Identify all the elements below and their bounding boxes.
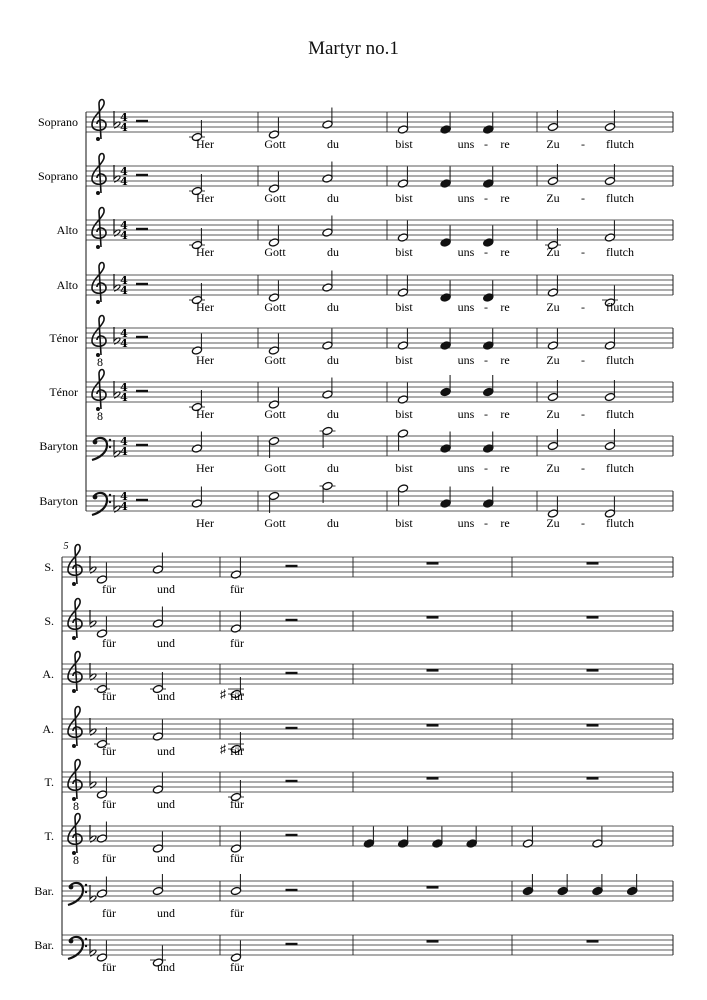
lyric-syllable: flutch: [606, 245, 634, 259]
lyric-syllable: bist: [395, 516, 413, 530]
treble-clef-icon: [92, 208, 106, 250]
bass-clef-dot: [85, 945, 87, 947]
lyric-syllable: für: [102, 582, 116, 596]
half-rest: [286, 780, 298, 782]
whole-rest: [587, 562, 599, 565]
treble-clef-icon: [68, 545, 82, 587]
time-sig-numerator: 4: [120, 327, 128, 340]
treble-clef-icon: [68, 760, 82, 802]
half-rest: [286, 619, 298, 621]
lyric-syllable: -: [581, 191, 585, 205]
lyric-syllable: uns: [457, 137, 475, 151]
half-rest: [136, 283, 148, 285]
lyric-syllable: re: [500, 245, 510, 259]
lyric-syllable: -: [484, 407, 488, 421]
lyric-syllable: -: [581, 407, 585, 421]
lyric-syllable: flutch: [606, 353, 634, 367]
lyric-syllable: -: [581, 137, 585, 151]
treble-clef-stroke: [92, 263, 106, 303]
octave-8-mark: 8: [97, 355, 103, 369]
time-sig-denominator: 4: [120, 229, 128, 242]
whole-rest: [427, 724, 439, 727]
treble-clef-stroke: [68, 760, 82, 800]
lyric-syllable: Gott: [264, 516, 286, 530]
lyric-syllable: -: [581, 245, 585, 259]
octave-8-mark: 8: [73, 799, 79, 813]
treble-clef-icon: [68, 814, 82, 856]
staff-label: S.: [44, 560, 54, 574]
treble-clef-stroke: [68, 814, 82, 854]
lyric-syllable: für: [230, 582, 244, 596]
lyric-syllable: -: [484, 300, 488, 314]
flat-icon: [90, 718, 96, 735]
lyric-syllable: -: [581, 300, 585, 314]
half-rest: [136, 174, 148, 176]
lyric-syllable: -: [484, 353, 488, 367]
lyric-syllable: und: [157, 582, 175, 596]
flat-icon: [90, 939, 96, 956]
time-sig-denominator: 4: [120, 175, 128, 188]
whole-rest: [427, 886, 439, 889]
bass-clef-dot: [109, 494, 111, 496]
half-rest: [286, 565, 298, 567]
lyric-syllable: uns: [457, 461, 475, 475]
time-sig-denominator: 4: [120, 391, 128, 404]
lyric-syllable: bist: [395, 137, 413, 151]
lyric-syllable: für: [230, 906, 244, 920]
treble-clef-stroke: [92, 316, 106, 356]
lyric-syllable: re: [500, 137, 510, 151]
lyric-syllable: -: [484, 461, 488, 475]
time-sig-numerator: 4: [120, 274, 128, 287]
staff-label: Ténor: [49, 331, 78, 345]
flat-icon: [114, 111, 120, 128]
sharp-icon: ♯: [220, 742, 226, 756]
lyric-syllable: Gott: [264, 407, 286, 421]
time-sig-denominator: 4: [120, 337, 128, 350]
time-sig-numerator: 4: [120, 490, 128, 503]
flat-icon: [90, 556, 96, 573]
treble-clef-icon: [92, 100, 106, 142]
lyric-syllable: re: [500, 516, 510, 530]
treble-clef-dot: [96, 245, 100, 249]
lyric-syllable: Gott: [264, 353, 286, 367]
half-rest: [286, 943, 298, 945]
bass-clef-dot: [93, 495, 98, 500]
lyric-syllable: Zu: [546, 353, 560, 367]
half-rest: [136, 228, 148, 230]
lyric-syllable: für: [102, 744, 116, 758]
treble-clef-stroke: [92, 154, 106, 194]
treble-clef-icon: [68, 599, 82, 641]
lyric-syllable: du: [327, 191, 339, 205]
half-rest: [136, 444, 148, 446]
lyric-syllable: re: [500, 300, 510, 314]
flat-icon: [90, 825, 96, 842]
bass-clef-dot: [85, 884, 87, 886]
staff-label: Baryton: [39, 494, 78, 508]
lyric-syllable: Zu: [546, 461, 560, 475]
half-rest: [136, 120, 148, 122]
half-rest: [136, 499, 148, 501]
half-rest: [136, 336, 148, 338]
lyric-syllable: für: [230, 960, 244, 974]
lyric-syllable: und: [157, 689, 175, 703]
whole-rest: [587, 940, 599, 943]
bass-clef-dot: [109, 446, 111, 448]
lyric-syllable: bist: [395, 407, 413, 421]
treble-clef-stroke: [68, 545, 82, 585]
lyric-syllable: re: [500, 191, 510, 205]
lyric-syllable: Gott: [264, 461, 286, 475]
staff-label: Ténor: [49, 385, 78, 399]
staff-label: Alto: [56, 278, 78, 292]
lyric-syllable: -: [484, 245, 488, 259]
lyric-syllable: uns: [457, 353, 475, 367]
treble-clef-dot: [96, 300, 100, 304]
treble-clef-stroke: [68, 599, 82, 639]
flat-icon: [114, 274, 120, 291]
flat-icon: [90, 771, 96, 788]
treble-clef-stroke: [68, 707, 82, 747]
treble-clef-icon: [92, 370, 106, 412]
lyric-syllable: du: [327, 245, 339, 259]
bass-clef-dot: [109, 439, 111, 441]
flat-icon: [114, 219, 120, 236]
lyric-syllable: Her: [196, 300, 214, 314]
lyric-syllable: und: [157, 906, 175, 920]
lyric-syllable: für: [230, 851, 244, 865]
lyric-syllable: -: [581, 516, 585, 530]
lyric-syllable: für: [230, 636, 244, 650]
lyric-syllable: uns: [457, 300, 475, 314]
lyric-syllable: re: [500, 407, 510, 421]
lyric-syllable: Zu: [546, 137, 560, 151]
measure-number: 5: [63, 541, 69, 552]
lyric-syllable: für: [102, 906, 116, 920]
lyric-syllable: für: [230, 744, 244, 758]
time-sig-denominator: 4: [120, 500, 128, 513]
lyric-syllable: und: [157, 744, 175, 758]
lyric-syllable: für: [230, 689, 244, 703]
treble-clef-dot: [72, 744, 76, 748]
time-sig-numerator: 4: [120, 219, 128, 232]
whole-rest: [587, 777, 599, 780]
staff-label: Soprano: [38, 115, 78, 129]
time-sig-numerator: 4: [120, 381, 128, 394]
whole-rest: [427, 777, 439, 780]
bass-clef-dot: [69, 939, 74, 944]
lyric-syllable: uns: [457, 407, 475, 421]
flat-icon: [114, 165, 120, 182]
staff-label: S.: [44, 614, 54, 628]
treble-clef-icon: [92, 263, 106, 305]
lyric-syllable: du: [327, 516, 339, 530]
bass-clef-dot: [85, 938, 87, 940]
lyric-syllable: Her: [196, 353, 214, 367]
lyric-syllable: uns: [457, 191, 475, 205]
treble-clef-icon: [92, 154, 106, 196]
staff-label: A.: [42, 667, 54, 681]
staff-label: T.: [44, 829, 54, 843]
time-sig-numerator: 4: [120, 165, 128, 178]
lyric-syllable: Gott: [264, 300, 286, 314]
bass-clef-dot: [85, 891, 87, 893]
bass-clef-dot: [93, 440, 98, 445]
lyric-syllable: Zu: [546, 245, 560, 259]
lyric-syllable: und: [157, 960, 175, 974]
whole-rest: [427, 940, 439, 943]
lyric-syllable: -: [484, 191, 488, 205]
lyric-syllable: du: [327, 461, 339, 475]
half-rest: [286, 834, 298, 836]
treble-clef-dot: [96, 191, 100, 195]
flat-icon: [90, 610, 96, 627]
time-sig-numerator: 4: [120, 435, 128, 448]
lyric-syllable: du: [327, 300, 339, 314]
flat-icon: [114, 327, 120, 344]
lyric-syllable: Gott: [264, 191, 286, 205]
lyric-syllable: Her: [196, 191, 214, 205]
treble-clef-icon: [68, 707, 82, 749]
lyric-syllable: -: [581, 353, 585, 367]
bass-clef-dot: [109, 501, 111, 503]
treble-clef-stroke: [92, 100, 106, 140]
lyric-syllable: Her: [196, 407, 214, 421]
lyric-syllable: flutch: [606, 137, 634, 151]
flat-icon: [114, 440, 120, 457]
lyric-syllable: Zu: [546, 300, 560, 314]
half-rest: [286, 672, 298, 674]
lyric-syllable: bist: [395, 191, 413, 205]
whole-rest: [427, 616, 439, 619]
treble-clef-icon: [68, 652, 82, 694]
lyric-syllable: Her: [196, 516, 214, 530]
lyric-syllable: für: [102, 851, 116, 865]
treble-clef-dot: [72, 636, 76, 640]
half-rest: [286, 889, 298, 891]
lyric-syllable: Zu: [546, 191, 560, 205]
lyric-syllable: re: [500, 461, 510, 475]
treble-clef-stroke: [68, 652, 82, 692]
half-rest: [136, 390, 148, 392]
octave-8-mark: 8: [97, 409, 103, 423]
lyric-syllable: du: [327, 407, 339, 421]
flat-icon: [90, 885, 96, 902]
lyric-syllable: -: [484, 137, 488, 151]
treble-clef-stroke: [92, 370, 106, 410]
lyric-syllable: flutch: [606, 191, 634, 205]
lyric-syllable: Her: [196, 137, 214, 151]
flat-icon: [114, 381, 120, 398]
score-title: Martyr no.1: [308, 38, 399, 59]
treble-clef-stroke: [92, 208, 106, 248]
time-sig-denominator: 4: [120, 445, 128, 458]
treble-clef-dot: [72, 689, 76, 693]
whole-rest: [587, 669, 599, 672]
lyric-syllable: Gott: [264, 137, 286, 151]
whole-rest: [427, 562, 439, 565]
staff-label: Bar.: [34, 884, 54, 898]
lyric-syllable: und: [157, 851, 175, 865]
lyric-syllable: re: [500, 353, 510, 367]
time-sig-denominator: 4: [120, 121, 128, 134]
lyric-syllable: für: [102, 636, 116, 650]
staff-label: Baryton: [39, 439, 78, 453]
lyric-syllable: für: [102, 689, 116, 703]
lyric-syllable: du: [327, 353, 339, 367]
treble-clef-dot: [96, 137, 100, 141]
lyric-syllable: flutch: [606, 461, 634, 475]
lyric-syllable: flutch: [606, 516, 634, 530]
flat-icon: [114, 495, 120, 512]
lyric-syllable: -: [581, 461, 585, 475]
treble-clef-icon: [92, 316, 106, 358]
lyric-syllable: bist: [395, 461, 413, 475]
flat-icon: [90, 663, 96, 680]
lyric-syllable: -: [484, 516, 488, 530]
lyric-syllable: bist: [395, 300, 413, 314]
lyric-syllable: für: [230, 797, 244, 811]
time-sig-numerator: 4: [120, 111, 128, 124]
lyric-syllable: du: [327, 137, 339, 151]
lyric-syllable: bist: [395, 353, 413, 367]
lyric-syllable: bist: [395, 245, 413, 259]
lyric-syllable: für: [102, 797, 116, 811]
staff-label: Soprano: [38, 169, 78, 183]
lyric-syllable: uns: [457, 516, 475, 530]
whole-rest: [427, 669, 439, 672]
lyric-syllable: und: [157, 636, 175, 650]
whole-rest: [587, 724, 599, 727]
lyric-syllable: für: [102, 960, 116, 974]
lyric-syllable: und: [157, 797, 175, 811]
lyric-syllable: Her: [196, 461, 214, 475]
whole-rest: [587, 616, 599, 619]
lyric-syllable: flutch: [606, 300, 634, 314]
treble-clef-dot: [72, 582, 76, 586]
bass-clef-dot: [69, 885, 74, 890]
lyric-syllable: Gott: [264, 245, 286, 259]
lyric-syllable: Her: [196, 245, 214, 259]
half-rest: [286, 727, 298, 729]
lyric-syllable: Zu: [546, 516, 560, 530]
sharp-icon: ♯: [220, 687, 226, 701]
lyric-syllable: uns: [457, 245, 475, 259]
time-sig-denominator: 4: [120, 284, 128, 297]
staff-label: Alto: [56, 223, 78, 237]
staff-label: A.: [42, 722, 54, 736]
lyric-syllable: Zu: [546, 407, 560, 421]
staff-label: T.: [44, 775, 54, 789]
octave-8-mark: 8: [73, 853, 79, 867]
staff-label: Bar.: [34, 938, 54, 952]
lyric-syllable: flutch: [606, 407, 634, 421]
